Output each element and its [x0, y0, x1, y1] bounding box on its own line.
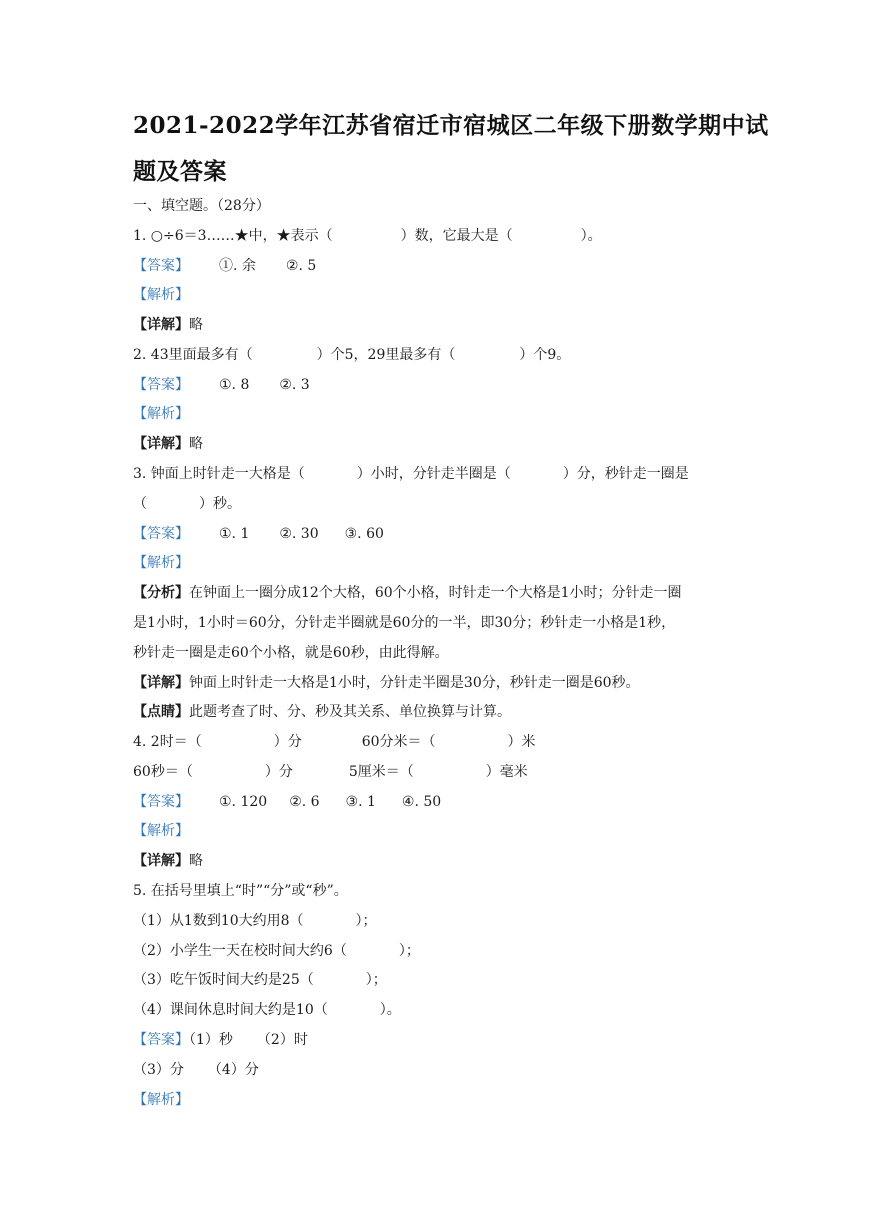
q4-detail-text: 略 [189, 853, 203, 869]
q3-analysis-tag: 【解析】 [133, 555, 189, 571]
doc-title-line1: 2021-2022学年江苏省宿迁市宿城区二年级下册数学期中试 [133, 112, 769, 139]
question-4-row1 [133, 732, 536, 752]
q4-answer-4: ④. 50 [401, 794, 442, 810]
q5-sub-3 [133, 970, 387, 990]
detail-tag: 【详解】 [133, 317, 189, 333]
q5-sub-1 [133, 911, 377, 931]
q3-answer-3: ③. 60 [344, 526, 384, 542]
q5-s3b: ）； [365, 972, 387, 988]
q4-a2: ）分 [273, 734, 302, 750]
q1-detail [133, 315, 203, 335]
q1-detail-text: 略 [189, 317, 203, 333]
q5-s4b: ）。 [379, 1002, 401, 1018]
q1-answer [133, 256, 316, 276]
q5-s3a: （3）吃午饭时间大约是25（ [133, 972, 314, 988]
q2-answer-2: ②. 3 [279, 377, 310, 393]
q3-text-a: 3. 钟面上时针走一大格是（ [133, 466, 305, 482]
answer-tag: 【答案】 [133, 377, 189, 393]
q4-b2: ）分 [264, 764, 293, 780]
doc-title-line2: 题及答案 [133, 158, 227, 185]
q4-answer-1: ①. 120 [219, 794, 268, 810]
q3-detail-text: 钟面上时针走一大格是1小时，分针走半圈是30分，秒针走一圈是60秒。 [189, 675, 640, 691]
q5-answer-1: （1）秒 [189, 1032, 233, 1048]
q5-sub-4 [133, 1000, 401, 1020]
q4-a1: 4. 2时＝（ [133, 734, 202, 750]
q3-answer [133, 524, 384, 544]
q3-text-e: ）秒。 [199, 496, 241, 512]
q4-answer [133, 792, 441, 812]
q2-text-c: ）个9。 [519, 347, 571, 363]
q2-analysis-tag: 【解析】 [133, 406, 189, 422]
q5-answer-line2 [133, 1060, 259, 1080]
q3-answer-2: ②. 30 [279, 526, 319, 542]
q5-s2b: ）； [398, 943, 420, 959]
question-3-cont [133, 494, 241, 514]
q2-detail [133, 434, 203, 454]
question-1 [133, 226, 602, 246]
q1-text-c: ）。 [580, 228, 602, 244]
q4-detail [133, 851, 203, 871]
q4-answer-2: ②. 6 [289, 794, 320, 810]
q2-answer-1: ①. 8 [219, 377, 250, 393]
q4-a4: ）米 [507, 734, 536, 750]
q3-detail [133, 673, 640, 693]
q1-text-a: 1. ○÷6＝3……★中，★表示（ [133, 228, 333, 244]
question-3 [133, 464, 689, 484]
q3-dianjing [133, 702, 511, 722]
q5-s1a: （1）从1数到10大约用8（ [133, 913, 304, 929]
detail-tag: 【详解】 [133, 436, 189, 452]
fenxi-tag: 【分析】 [133, 585, 189, 601]
q3-text-b: ）小时，分针走半圈是（ [356, 466, 511, 482]
q1-answer-1: ①. 余 [219, 258, 256, 274]
q4-b4: ）毫米 [485, 764, 528, 780]
answer-tag: 【答案】 [133, 1032, 189, 1048]
q1-text-b: ）数，它最大是（ [400, 228, 513, 244]
dianjing-tag: 【点睛】 [133, 704, 189, 720]
q2-answer [133, 375, 310, 395]
q2-text-b: ）个5，29里最多有（ [316, 347, 456, 363]
q4-a3: 60分米＝（ [361, 734, 436, 750]
q3-text-c: ）分，秒针走一圈是 [562, 466, 689, 482]
q5-sub-2 [133, 941, 420, 961]
q4-analysis-tag: 【解析】 [133, 823, 189, 839]
q1-answer-2: ②. 5 [285, 258, 317, 274]
question-2 [133, 345, 570, 365]
q2-detail-text: 略 [189, 436, 203, 452]
q5-answer-2: （2）时 [256, 1032, 308, 1048]
q5-analysis-tag: 【解析】 [133, 1092, 189, 1108]
q5-s2a: （2）小学生一天在校时间大约6（ [133, 943, 347, 959]
q3-fenxi-line2: 是1小时，1小时＝60分，分针走半圈就是60分的一半，即30分；秒针走一小格是1秒， [133, 615, 676, 631]
detail-tag: 【详解】 [133, 675, 189, 691]
question-5: 5. 在括号里填上“时”“分”或“秒”。 [133, 883, 348, 899]
q4-answer-3: ③. 1 [345, 794, 376, 810]
answer-tag: 【答案】 [133, 794, 189, 810]
q3-text-d: （ [133, 496, 147, 512]
q5-answer-line1 [133, 1030, 308, 1050]
q3-answer-1: ①. 1 [219, 526, 250, 542]
answer-tag: 【答案】 [133, 258, 189, 274]
q1-analysis-tag: 【解析】 [133, 287, 189, 303]
q5-answer-3: （3）分 [133, 1062, 184, 1078]
q2-text-a: 2. 43里面最多有（ [133, 347, 253, 363]
q3-fenxi-line3: 秒针走一圈是走60个小格，就是60秒，由此得解。 [133, 645, 449, 661]
q5-s4a: （4）课间休息时间大约是10（ [133, 1002, 328, 1018]
q3-fenxi-line1 [133, 583, 682, 603]
q3-fenxi-text1: 在钟面上一圈分成12个大格，60个小格，时针走一个大格是1小时；分针走一圈 [189, 585, 682, 601]
q5-s1b: ）； [355, 913, 377, 929]
question-4-row2 [133, 762, 528, 782]
q4-b1: 60秒＝（ [133, 764, 193, 780]
q4-b3: 5厘米＝（ [348, 764, 414, 780]
q5-answer-4: （4）分 [207, 1062, 259, 1078]
q3-dianjing-text: 此题考查了时、分、秒及其关系、单位换算与计算。 [189, 704, 511, 720]
answer-tag: 【答案】 [133, 526, 189, 542]
detail-tag: 【详解】 [133, 853, 189, 869]
section-heading: 一、填空题。（28分） [133, 198, 270, 214]
